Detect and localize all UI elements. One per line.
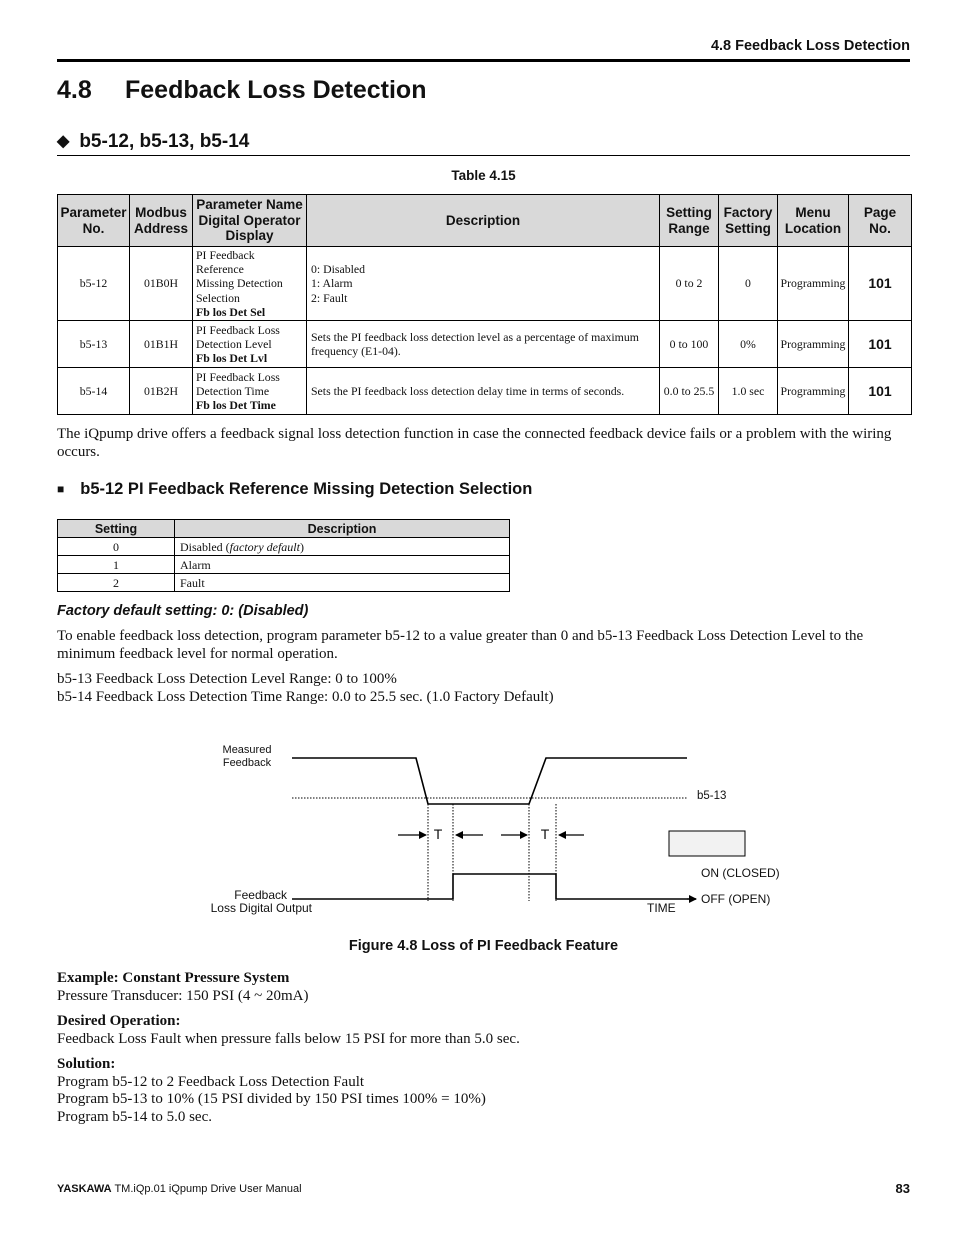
section-title-text: Feedback Loss Detection — [125, 76, 427, 104]
square-bullet-icon: ■ — [57, 482, 65, 496]
heading-rule — [57, 155, 910, 156]
cell-range: 0 to 2 — [660, 247, 719, 321]
header-param-no: Parameter No. — [58, 195, 130, 247]
cell-factory: 0% — [719, 321, 778, 368]
cell-description: Sets the PI feedback loss detection level as a percentage of maximum frequency (E1-04). — [307, 321, 660, 368]
setting-description: Alarm — [175, 556, 510, 574]
t-definition-box — [669, 831, 745, 856]
range-line-b5-14: b5-14 Feedback Loss Detection Time Range: 0.0 to 25.5 sec. (1.0 Factory Default) — [57, 688, 554, 705]
table-row — [58, 368, 912, 415]
parameter-table — [57, 194, 912, 415]
header-rule — [57, 59, 910, 62]
footer-manual — [57, 1183, 302, 1195]
cell-factory: 1.0 sec — [719, 368, 778, 415]
parameter-heading — [57, 131, 249, 153]
header-range: Setting Range — [660, 195, 719, 247]
cell-modbus: 01B1H — [130, 321, 193, 368]
digital-output-waveform — [292, 874, 687, 899]
cell-factory: 0 — [719, 247, 778, 321]
time-axis-label: TIME — [647, 901, 676, 915]
cell-name: PI Feedback Reference Missing Detection Selection Fb los Det Sel — [193, 247, 307, 321]
cell-param: b5-12 — [58, 247, 130, 321]
b5-13-level-label: b5-13 — [697, 790, 727, 802]
cell-page-link[interactable]: 101 — [849, 247, 912, 321]
example-heading: Example: Constant Pressure System — [57, 970, 290, 986]
sub-heading — [57, 480, 532, 499]
example-line: Pressure Transducer: 150 PSI (4 ~ 20mA) — [57, 987, 309, 1004]
table-row — [58, 321, 912, 368]
cell-name: PI Feedback Loss Detection Time Fb los Det Time — [193, 368, 307, 415]
setting-row — [58, 556, 510, 574]
footer-manual-title: TM.iQp.01 iQpump Drive User Manual — [111, 1183, 302, 1195]
header-name: Parameter Name Digital Operator Display — [193, 195, 307, 247]
cell-range: 0 to 100 — [660, 321, 719, 368]
cell-page-link[interactable]: 101 — [849, 321, 912, 368]
intro-paragraph: The iQpump drive offers a feedback signal loss detection function in case the connected feedback device fails or a problem with the wiring occurs. — [57, 426, 892, 460]
parameter-heading-text: b5-12, b5-13, b5-14 — [79, 131, 250, 152]
range-lines — [57, 671, 910, 706]
cell-param: b5-14 — [58, 368, 130, 415]
solution-line: Program b5-14 to 5.0 sec. — [57, 1108, 212, 1125]
cell-param: b5-13 — [58, 321, 130, 368]
running-header: 4.8 Feedback Loss Detection — [710, 38, 910, 54]
desired-heading: Desired Operation: — [57, 1013, 181, 1029]
setting-row — [58, 574, 510, 592]
output-label-2: Loss Digital Output — [210, 901, 312, 915]
cell-menu: Programming — [778, 368, 849, 415]
setting-description: Fault — [175, 574, 510, 592]
cell-modbus: 01B2H — [130, 368, 193, 415]
header-description: Description — [307, 195, 660, 247]
header-factory: Factory Setting — [719, 195, 778, 247]
measured-feedback-label-2: Feedback — [222, 757, 272, 769]
setting-table — [57, 519, 510, 592]
cell-name: PI Feedback Loss Detection Level Fb los Det Lvl — [193, 321, 307, 368]
section-number: 4.8 — [57, 76, 92, 104]
cell-description: Sets the PI feedback loss detection delay time in terms of seconds. — [307, 368, 660, 415]
enable-paragraph: To enable feedback loss detection, program parameter b5-12 to a value greater than 0 and b5-13 Feedback Loss Detection Level to the minimum feedback level for normal operation. — [57, 628, 864, 662]
cell-menu: Programming — [778, 321, 849, 368]
setting-value: 1 — [58, 556, 175, 574]
example-block — [57, 970, 910, 1005]
footer-brand: YASKAWA — [57, 1183, 112, 1195]
table-row — [58, 247, 912, 321]
cell-modbus: 01B0H — [130, 247, 193, 321]
setting-row — [58, 538, 510, 556]
cell-range: 0.0 to 25.5 — [660, 368, 719, 415]
measured-feedback-label: Measured — [222, 744, 272, 756]
desired-block — [57, 1013, 910, 1048]
t-label-right: T — [540, 826, 550, 842]
t-label-left: T — [433, 826, 443, 842]
setting-header-row — [58, 520, 510, 538]
header-setting-description: Description — [175, 520, 510, 538]
cell-page-link[interactable]: 101 — [849, 368, 912, 415]
factory-default-note: Factory default setting: 0: (Disabled) — [57, 603, 309, 619]
table-header-row — [58, 195, 912, 247]
cell-description: 0: Disabled 1: Alarm 2: Fault — [307, 247, 660, 321]
solution-block — [57, 1056, 910, 1126]
header-menu: Menu Location — [778, 195, 849, 247]
header-setting: Setting — [58, 520, 175, 538]
solution-line: Program b5-13 to 10% (15 PSI divided by 150 PSI times 100% = 10%) — [57, 1091, 486, 1107]
footer-page-number: 83 — [895, 1181, 910, 1196]
setting-value: 2 — [58, 574, 175, 592]
on-closed-label: ON (CLOSED) — [701, 866, 780, 880]
setting-value: 0 — [58, 538, 175, 556]
cell-menu: Programming — [778, 247, 849, 321]
range-line-b5-13: b5-13 Feedback Loss Detection Level Range: 0 to 100% — [57, 671, 397, 687]
setting-description: Disabled (factory default) — [175, 538, 510, 556]
solution-heading: Solution: — [57, 1056, 116, 1072]
header-modbus: Modbus Address — [130, 195, 193, 247]
diamond-bullet-icon: ◆ — [57, 133, 70, 150]
table-caption: Table 4.15 — [451, 168, 516, 183]
off-open-label: OFF (OPEN) — [701, 892, 771, 906]
solution-line: Program b5-12 to 2 Feedback Loss Detection Fault — [57, 1073, 365, 1090]
header-page: Page No. — [849, 195, 912, 247]
figure-caption: Figure 4.8 Loss of PI Feedback Feature — [348, 938, 619, 954]
output-label: Feedback — [234, 888, 287, 902]
timing-diagram — [195, 735, 795, 925]
desired-line: Feedback Loss Fault when pressure falls below 15 PSI for more than 5.0 sec. — [57, 1030, 520, 1047]
feedback-waveform — [292, 758, 687, 804]
section-title — [57, 76, 426, 105]
sub-heading-text: b5-12 PI Feedback Reference Missing Detection Selection — [80, 480, 533, 498]
